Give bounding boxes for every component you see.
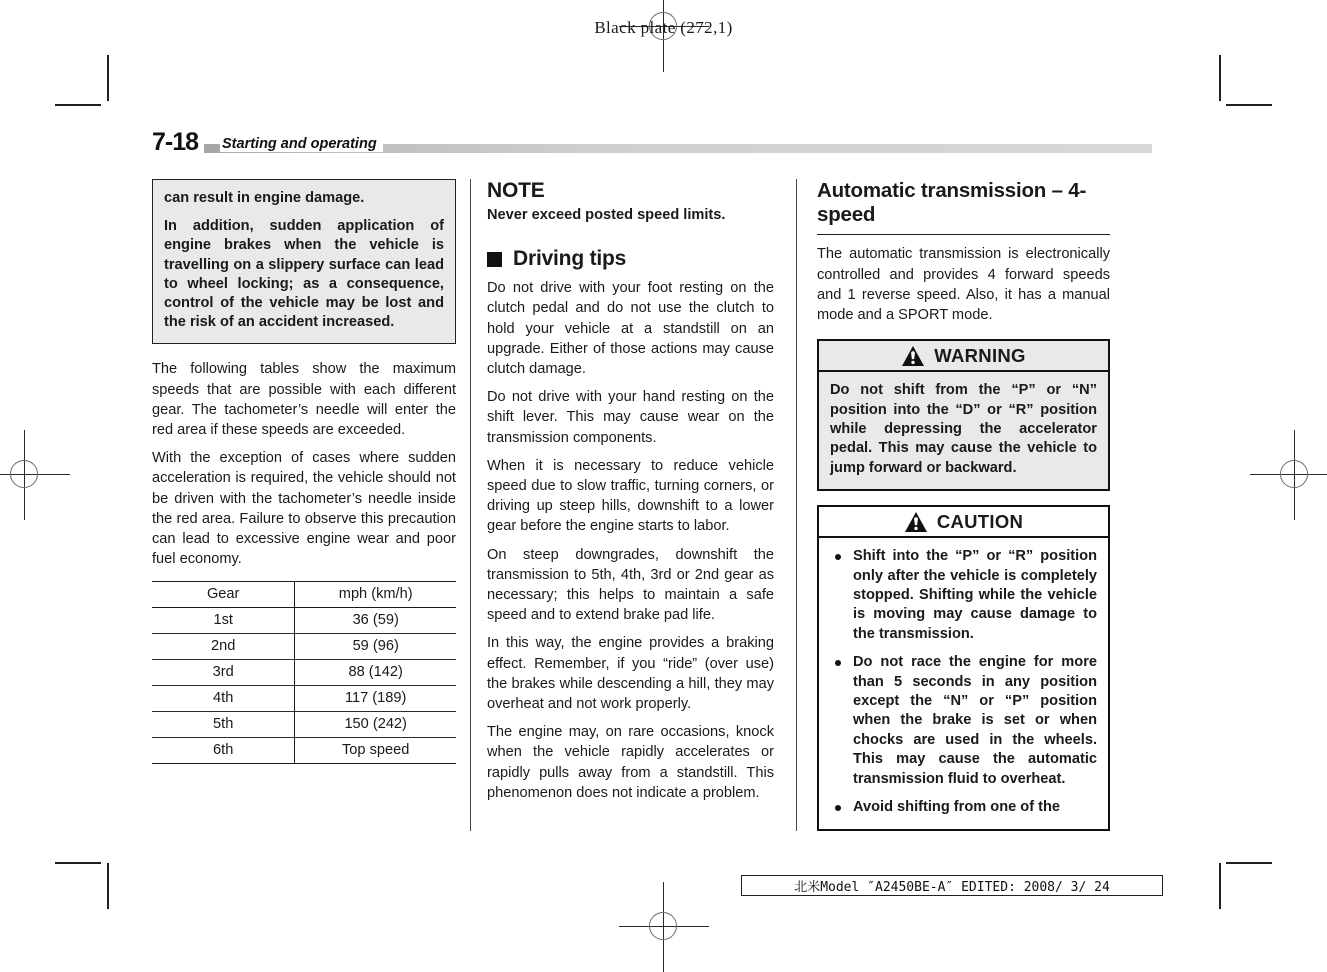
- registration-mark-bottom: [619, 882, 709, 972]
- caution-label: CAUTION: [936, 510, 1024, 532]
- registration-mark-left: [0, 430, 70, 520]
- page-number: 7-18: [152, 128, 204, 157]
- continuation-caution-box: [152, 179, 456, 344]
- table-row: [152, 712, 456, 738]
- table-row: [152, 660, 456, 686]
- warning-label: WARNING: [934, 344, 1026, 366]
- registration-mark-right: [1250, 430, 1327, 520]
- footer-edit-stamp: 北米Model ″A2450BE-A″ EDITED: 2008/ 3/ 24: [741, 875, 1163, 896]
- table-row: [152, 608, 456, 634]
- table-row: [152, 738, 456, 764]
- col1-paragraph-1: The following tables show the maximum speeds that are possible with each different gear. The tachometer’s needle will enter the red area if these speeds are exceeded.: [152, 361, 456, 438]
- black-plate-label: Black plate (272,1): [594, 18, 733, 37]
- continuation-paragraph-2: In addition, sudden application of engine brakes when the vehicle is travelling on a slippery surface can lead to wheel locking; as a consequence, control of the vehicle may be lost and the risk of an accident increased.: [164, 218, 444, 331]
- caution-bar: [817, 505, 1110, 538]
- section-heading-automatic-transmission: Automatic transmission – 4-speed: [817, 179, 1110, 235]
- col2-paragraph-1: Do not drive with your foot resting on the clutch pedal and do not use the clutch to hold your vehicle at a standstill on an upgrade. Either of those actions may cause clutch damage.: [487, 280, 774, 378]
- warning-alert: [817, 339, 1110, 491]
- note-heading: NOTE: [487, 179, 545, 202]
- table-header-gear: Gear: [152, 582, 295, 608]
- column-two: [470, 179, 784, 831]
- col2-paragraph-6: The engine may, on rare occasions, knock when the vehicle rapidly accelerates or rapidly pulls away from a standstill. This phenomenon does not indicate a problem.: [487, 724, 774, 801]
- caution-triangle-icon: [904, 511, 928, 533]
- col3-intro-paragraph: The automatic transmission is electronically controlled and provides 4 forward speeds and 1 reverse speed. Also, it has a manual mode and a SPORT mode.: [817, 246, 1110, 323]
- cell-speed: Top speed: [295, 738, 456, 764]
- note-text: Never exceed posted speed limits.: [487, 207, 726, 223]
- crop-mark-bottom-left-horizontal: [55, 862, 101, 864]
- col2-paragraph-4: On steep downgrades, downshift the transmission to 5th, 4th, 3rd or 2nd gear as necessary; this helps to maintain a safe speed and to extend brake pad life.: [487, 546, 774, 624]
- cell-speed: 150 (242): [295, 712, 456, 738]
- column-one: [152, 179, 466, 831]
- cell-gear: 4th: [152, 686, 295, 712]
- crop-mark-top-left-horizontal: [55, 104, 101, 106]
- crop-mark-bottom-left-vertical: [107, 863, 109, 909]
- section-title: Starting and operating: [220, 136, 383, 152]
- cell-speed: 88 (142): [295, 660, 456, 686]
- caution-bullet-1: Shift into the “P” or “R” position only after the vehicle is completely stopped. Shifting while the vehicle is moving may cause damage to the transmission.: [830, 547, 1097, 644]
- cell-gear: 6th: [152, 738, 295, 764]
- regmark-circle: [649, 912, 677, 940]
- column-three: [796, 179, 1110, 831]
- crop-mark-bottom-right-vertical: [1219, 863, 1221, 909]
- col2-paragraph-2: Do not drive with your hand resting on the shift lever. This may cause wear on the transmission components.: [487, 389, 774, 446]
- table-header-speed: mph (km/h): [295, 582, 456, 608]
- table-header-row: [152, 582, 456, 608]
- cell-speed: 36 (59): [295, 608, 456, 634]
- cell-gear: 2nd: [152, 634, 295, 660]
- col1-paragraph-2: With the exception of cases where sudden acceleration is required, the vehicle should not be driven with the tachometer’s needle inside the red area. Failure to observe this precaution can lead to excessive engine wear and poor fuel economy.: [152, 450, 456, 568]
- continuation-paragraph-1: can result in engine damage.: [164, 190, 365, 206]
- cell-speed: 59 (96): [295, 634, 456, 660]
- manual-page: [152, 128, 1152, 831]
- square-bullet-icon: [487, 252, 502, 267]
- warning-triangle-icon: [901, 345, 925, 367]
- cell-gear: 1st: [152, 608, 295, 634]
- table-row: [152, 686, 456, 712]
- driving-tips-heading-label: Driving tips: [513, 247, 627, 271]
- caution-bullet-2: Do not race the engine for more than 5 seconds in any position except the “N” or “P” position when the brake is set or when chocks are used in the wheels. This may cause the automatic transmission fluid to overheat.: [830, 653, 1097, 789]
- regmark-circle: [1280, 460, 1308, 488]
- col2-paragraph-3: When it is necessary to reduce vehicle speed due to slow traffic, turning corners, or driving up steep hills, downshift to a lower gear before the engine starts to labor.: [487, 457, 774, 535]
- gear-speed-table: [152, 581, 456, 764]
- caution-bullet-3: Avoid shifting from one of the: [830, 798, 1097, 817]
- crop-mark-top-right-horizontal: [1226, 104, 1272, 106]
- caution-body: [817, 538, 1110, 830]
- caution-bullet-list: [830, 547, 1097, 817]
- cell-speed: 117 (189): [295, 686, 456, 712]
- crop-mark-top-left-vertical: [107, 55, 109, 101]
- crop-mark-top-right-vertical: [1219, 55, 1221, 101]
- col2-paragraph-5: In this way, the engine provides a braking effect. Remember, if you “ride” (over use) the brakes while descending a hill, they may overheat and not work properly.: [487, 635, 774, 713]
- caution-alert: [817, 505, 1110, 830]
- table-row: [152, 634, 456, 660]
- cell-gear: 5th: [152, 712, 295, 738]
- running-head: [152, 128, 1152, 158]
- regmark-circle: [10, 460, 38, 488]
- cell-gear: 3rd: [152, 660, 295, 686]
- three-column-body: [152, 179, 1152, 831]
- driving-tips-heading: [487, 247, 774, 271]
- warning-text: Do not shift from the “P” or “N” position into the “D” or “R” position while depressing the accelerator pedal. This may cause the vehicle to jump forward or backward.: [830, 382, 1097, 476]
- crop-mark-bottom-right-horizontal: [1226, 862, 1272, 864]
- warning-bar: [817, 339, 1110, 372]
- warning-body: [817, 372, 1110, 491]
